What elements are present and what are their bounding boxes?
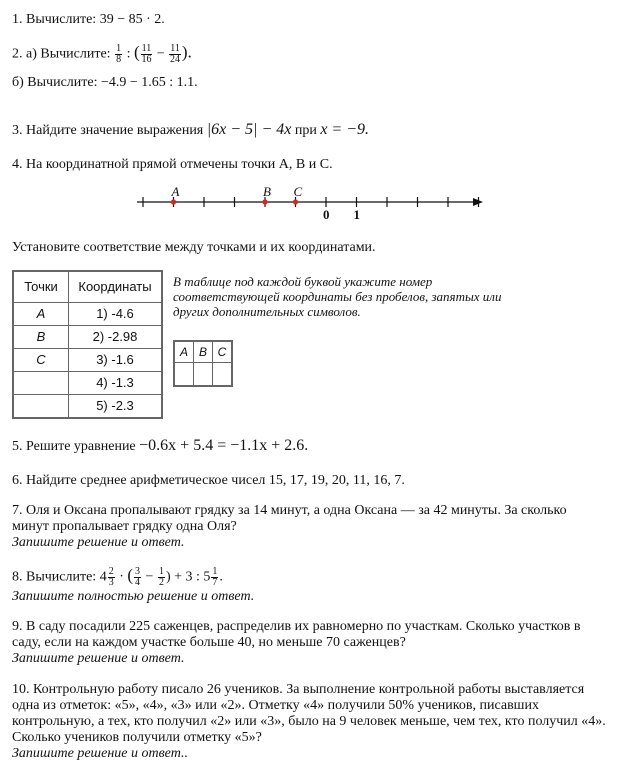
fraction-1-8: $\frac{1}{8}$ (116, 43, 122, 65)
task-10-line-2: одна из отметок: «5», «4», «3» или «2». Отметку «4» получили 50% учеников, писавших (12, 698, 539, 713)
answer-header-b: B (194, 341, 213, 363)
table-cell (13, 372, 69, 395)
task-10-line-4: Сколько учеников получили отметку «5»? (12, 730, 262, 745)
answer-header-c: C (213, 341, 233, 363)
task-4-match: Установите соответствие между точками и их координатами. (12, 240, 376, 255)
fraction-1-7: $\frac{1}{7}$ (212, 566, 218, 588)
fraction-11-16: $\frac{11}{16}$ (141, 43, 152, 65)
task-9-line-1: 9. В саду посадили 225 саженцев, распределив их равномерно по участкам. Сколько участков в (12, 619, 581, 634)
task-9-note: Запишите решение и ответ. (12, 651, 185, 666)
axis-label-zero: 0 (323, 207, 330, 222)
task-2a: 2. а) Вычислите: $\frac{1}{8}$ : ( $\frac{11}{16}$ − $\frac{11}{24}$ ). (12, 42, 192, 65)
table-cell: 3) -1.6 (69, 349, 163, 372)
point-c (293, 199, 298, 204)
table-cell: C (13, 349, 69, 372)
col-header-points: Точки (13, 271, 69, 303)
task-6: 6. Найдите среднее арифметическое чисел 15, 17, 19, 20, 11, 16, 7. (12, 473, 405, 488)
table-cell: B (13, 326, 69, 349)
task-8: 8. Вычислите: 4 $\frac{2}{3}$ · ( $\frac{3}{4}$ − $\frac{1}{2}$ ) + 3 : 5 $\frac{1}{7}$ . (12, 565, 223, 588)
answer-cell-a[interactable] (174, 363, 194, 387)
number-line (133, 181, 493, 223)
answer-table (173, 340, 233, 387)
task-4: 4. На координатной прямой отмечены точки A, B и C. (12, 157, 333, 172)
task-10-line-1: 10. Контрольную работу писало 26 учеников. За выполнение контрольной работы выставляется (12, 682, 585, 697)
task-9-line-2: саду, если на каждом участке больше 40, но меньше 70 саженцев? (12, 635, 406, 650)
point-label-a: A (171, 184, 180, 199)
task-10-line-3: контрольную, а тех, кто получил «2» или «3», было на 9 человек меньше, чем тех, кто получил «4». (12, 714, 606, 729)
matching-table (12, 270, 163, 419)
fraction-2-3: $\frac{2}{3}$ (108, 566, 114, 588)
task-1: 1. Вычислите: 39 − 85 · 2. (12, 12, 165, 27)
axis-label-one: 1 (353, 207, 360, 222)
task-2a-prefix: 2. а) Вычислите: (12, 46, 111, 62)
fraction-1-2: $\frac{1}{2}$ (158, 566, 164, 588)
task-5-equation: −0.6x + 5.4 = −1.1x + 2.6. (139, 437, 309, 454)
answer-instructions: В таблице под каждой буквой укажите номер соответствующей координаты без пробелов, запятых или других дополнительных символов. (173, 274, 502, 319)
task-5: 5. Решите уравнение −0.6x + 5.4 = −1.1x + 2.6. (12, 437, 309, 454)
task-7-line-1: 7. Оля и Оксана пропалывают грядку за 14 минут, а одна Оксана — за 42 минуты. За сколько (12, 503, 567, 518)
task-8-note: Запишите полностью решение и ответ. (12, 589, 255, 604)
task-7-note: Запишите решение и ответ. (12, 535, 185, 550)
answer-cell-b[interactable] (194, 363, 213, 387)
task-7-line-2: минут пропалывает грядку одна Оля? (12, 519, 237, 534)
col-header-coords: Координаты (69, 271, 163, 303)
fraction-3-4: $\frac{3}{4}$ (135, 566, 141, 588)
fraction-11-24: $\frac{11}{24}$ (170, 43, 180, 65)
task-3-expression: |6x − 5| − 4x (206, 121, 292, 138)
point-a (171, 199, 176, 204)
task-2b: б) Вычислите: −4.9 − 1.65 : 1.1. (12, 75, 198, 90)
table-cell (13, 395, 69, 419)
point-b (262, 199, 267, 204)
answer-cell-c[interactable] (213, 363, 233, 387)
point-label-c: C (293, 184, 303, 199)
task-3: 3. Найдите значение выражения |6x − 5| − 4x при x = −9. (12, 121, 370, 138)
table-cell: 4) -1.3 (69, 372, 163, 395)
task-10-note: Запишите решение и ответ.. (12, 746, 188, 761)
answer-header-a: A (174, 341, 194, 363)
table-cell: 5) -2.3 (69, 395, 163, 419)
point-label-b: B (263, 184, 271, 199)
table-cell: A (13, 303, 69, 326)
table-cell: 1) -4.6 (69, 303, 163, 326)
table-cell: 2) -2.98 (69, 326, 163, 349)
